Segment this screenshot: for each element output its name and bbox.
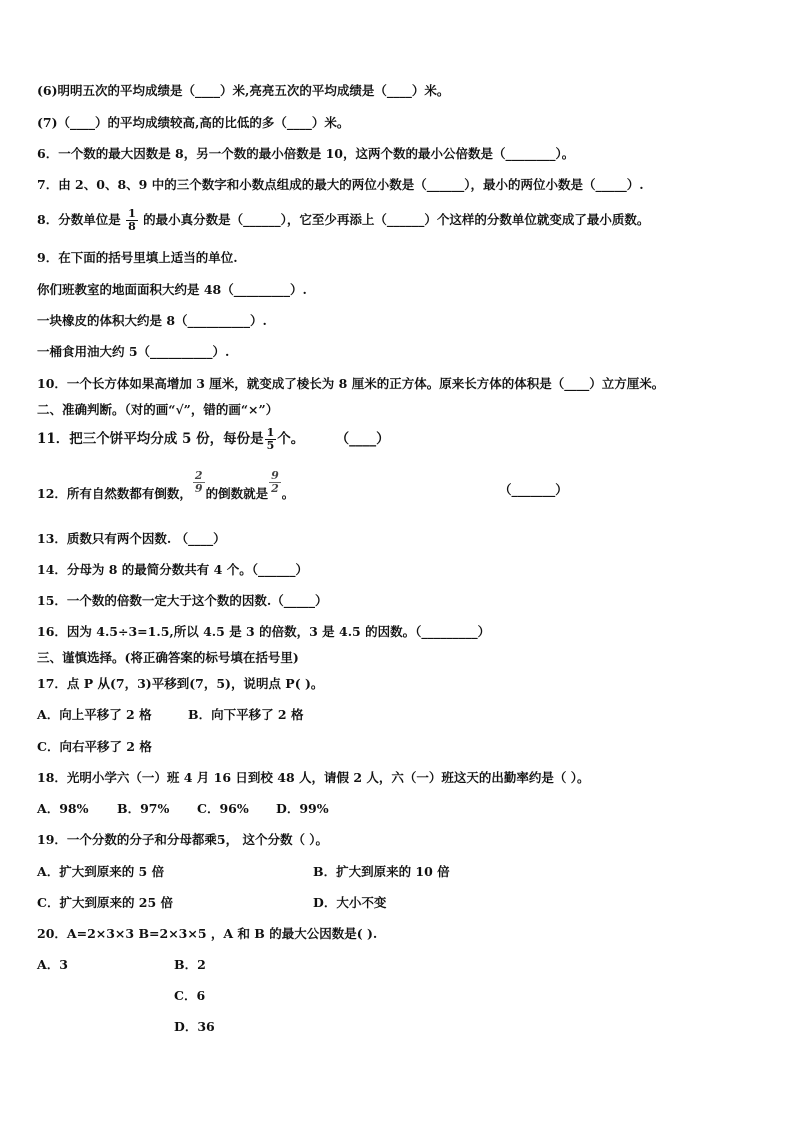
fraction-denominator: 2 (271, 482, 279, 495)
fraction-nine-halves (269, 470, 281, 495)
question-12-text-c: 。 (281, 486, 295, 501)
option-a: A．98% (37, 801, 89, 816)
question-6-sub-6: (6)明明五次的平均成绩是（____）米,亮亮五次的平均成绩是（____）米。 (37, 83, 450, 98)
question-14: 14．分母为 8 的最简分数共有 4 个。（______） (37, 562, 308, 577)
option-b: B．扩大到原来的 10 倍 (313, 864, 450, 879)
option-c: C．扩大到原来的 25 倍 (37, 895, 174, 910)
fraction-denominator: 5 (266, 439, 275, 452)
question-11-text-b: 个。 (277, 431, 305, 447)
question-12-answer-blank: （_______） (499, 482, 568, 497)
question-15: 15．一个数的倍数一定大于这个数的因数.（_____） (37, 593, 328, 608)
option-c: C．向右平移了 2 格 (37, 739, 152, 754)
question-8-text-b: 的最小真分数是（______），它至少再添上（______）个这样的分数单位就变成了最小质数。 (143, 212, 650, 227)
question-9: 9．在下面的括号里填上适当的单位. (37, 250, 238, 265)
question-12-text-b: 的倒数就是 (205, 486, 269, 501)
option-a: A．3 (37, 957, 68, 972)
fraction-one-fifth (265, 427, 277, 452)
option-b: B．97% (117, 801, 170, 816)
question-17: 17．点 P 从(7，3)平移到(7，5)，说明点 P( )。 (37, 676, 324, 691)
question-12 (37, 470, 764, 514)
question-11-answer-blank: （____） (335, 431, 390, 447)
question-12-text-a: 12．所有自然数都有倒数， (37, 486, 192, 501)
question-9-item-1: 你们班教室的地面面积大约是 48（_________）. (37, 282, 307, 297)
option-d: D．36 (174, 1019, 215, 1034)
section-2-heading: 二、准确判断。（对的画“√”，错的画“×”） (37, 402, 279, 417)
option-b: B．2 (174, 957, 206, 972)
fraction-numerator: 2 (194, 469, 203, 482)
option-a: A．扩大到原来的 5 倍 (37, 864, 165, 879)
option-b: B．向下平移了 2 格 (188, 707, 304, 722)
fraction-two-ninths (193, 470, 205, 495)
question-13: 13．质数只有两个因数. （____） (37, 531, 226, 546)
question-8 (37, 206, 764, 234)
question-6-sub-7: (7)（____）的平均成绩较高,高的比低的多（____）米。 (37, 115, 350, 130)
fraction-numerator: 1 (128, 207, 136, 220)
question-11 (37, 424, 764, 454)
question-7: 7．由 2、0、8、9 中的三个数字和小数点组成的最大的两位小数是（______），最小的两位小数是（_____）. (37, 177, 644, 192)
fraction-denominator: 8 (128, 220, 136, 233)
question-19: 19．一个分数的分子和分母都乘5， 这个分数（ ）。 (37, 832, 329, 847)
question-18: 18．光明小学六（一）班 4 月 16 日到校 48 人，请假 2 人，六（一）班这天的出勤率约是（ ）。 (37, 770, 590, 785)
fraction-denominator: 9 (194, 482, 203, 495)
question-9-item-3: 一桶食用油大约 5（__________）. (37, 344, 230, 359)
fraction-numerator: 1 (266, 426, 275, 439)
question-20: 20．A=2×3×3 B=2×3×5 ，A 和 B 的最大公因数是( ). (37, 926, 378, 941)
option-d: D．大小不变 (313, 895, 387, 910)
question-6: 6．一个数的最大因数是 8，另一个数的最小倍数是 10，这两个数的最小公倍数是（________）。 (37, 146, 575, 161)
section-3-heading: 三、谨慎选择。(将正确答案的标号填在括号里) (37, 650, 299, 665)
question-11-text-a: 11．把三个饼平均分成 5 份，每份是 (37, 431, 264, 447)
question-8-text-a: 8．分数单位是 (37, 212, 121, 227)
option-d: D．99% (276, 801, 329, 816)
question-16: 16．因为 4.5÷3=1.5,所以 4.5 是 3 的倍数，3 是 4.5 的因数。（_________） (37, 624, 491, 639)
option-a: A．向上平移了 2 格 (37, 707, 152, 722)
question-10: 10．一个长方体如果高增加 3 厘米，就变成了棱长为 8 厘米的正方体。原来长方体的体积是（____）立方厘米。 (37, 376, 665, 391)
fraction-numerator: 9 (271, 469, 279, 482)
question-9-item-2: 一块橡皮的体积大约是 8（__________）. (37, 313, 267, 328)
fraction-one-eighth (126, 208, 138, 233)
option-c: C．96% (197, 801, 249, 816)
option-c: C．6 (174, 988, 206, 1003)
